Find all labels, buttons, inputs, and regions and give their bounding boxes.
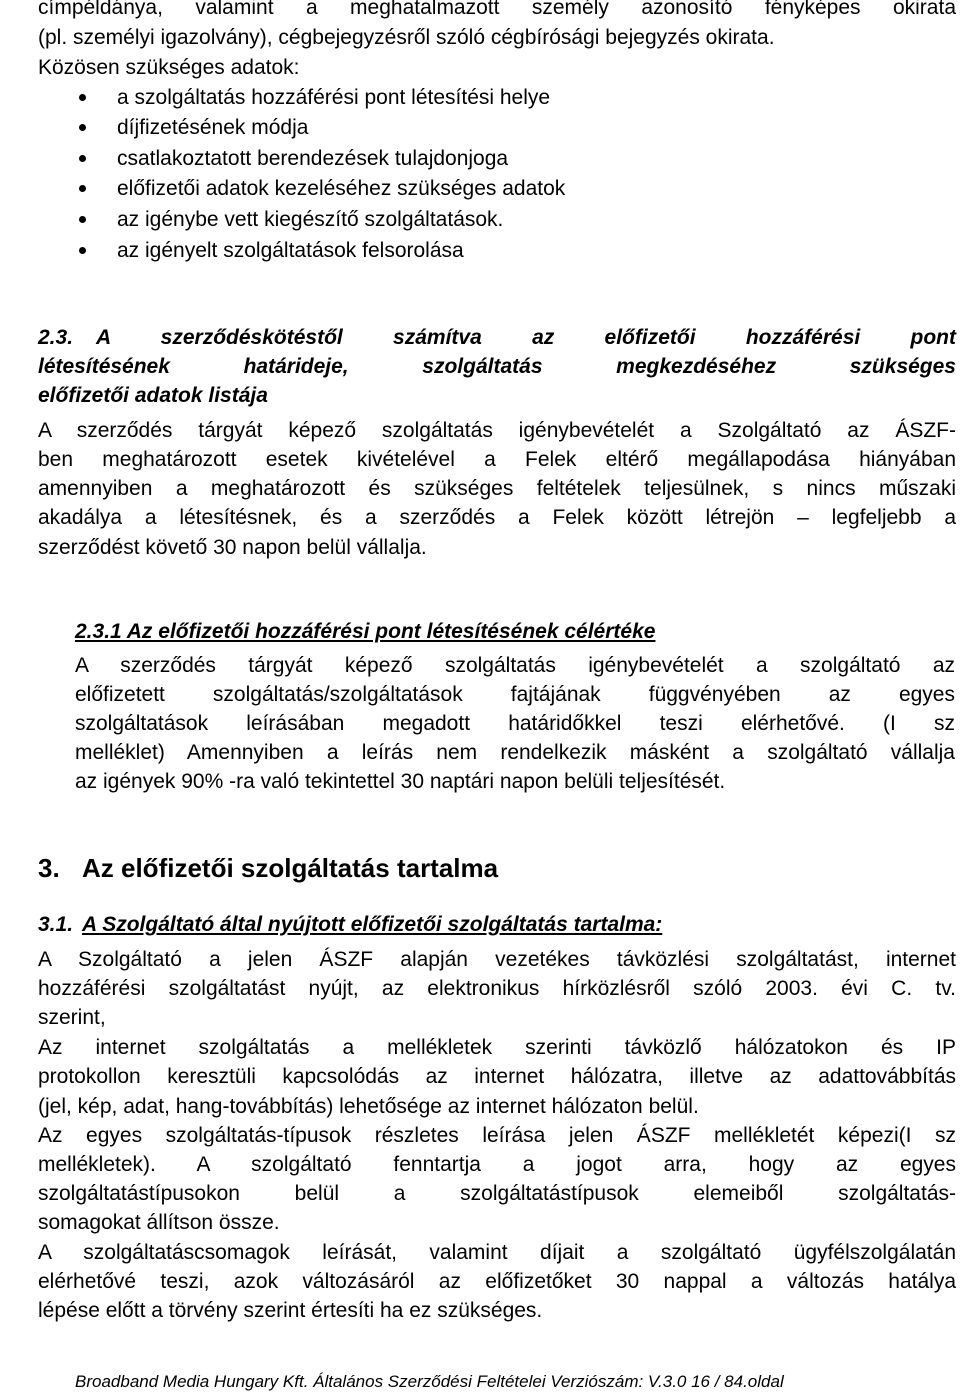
list-item-text: az igényelt szolgáltatások felsorolása bbox=[117, 239, 464, 262]
paragraph-line: mellékletek). A szolgáltató fenntartja a jogot arra, hogy az egyes bbox=[38, 1153, 956, 1176]
paragraph-line: elérhetővé teszi, azok változásáról az előfizetőket 30 nappal a változás hatálya bbox=[38, 1270, 956, 1293]
paragraph-line: lépése előtt a törvény szerint értesíti ha ez szükséges. bbox=[38, 1299, 543, 1322]
list-item-text: a szolgáltatás hozzáférési pont létesítési helye bbox=[117, 86, 551, 109]
paragraph-line: A Szolgáltató a jelen ÁSZF alapján vezetékes távközlési szolgáltatást, internet bbox=[38, 948, 956, 971]
paragraph-line: somagokat állítson össze. bbox=[38, 1211, 280, 1234]
chapter-title: Az előfizetői szolgáltatás tartalma bbox=[82, 853, 499, 883]
paragraph-line: szerződést követő 30 napon belül vállalja. bbox=[38, 536, 427, 559]
paragraph-line: amennyiben a meghatározott és szükséges feltételek teljesülnek, s nincs műszaki bbox=[38, 477, 956, 500]
paragraph-line: szolgáltatások leírásában megadott határidőkkel teszi elérhetővé. (I sz bbox=[75, 712, 955, 735]
section-heading-2-3-1: 2.3.1 Az előfizetői hozzáférési pont létesítésének célértéke bbox=[75, 620, 656, 643]
list-item-text: csatlakoztatott berendezések tulajdonjoga bbox=[117, 147, 509, 170]
paragraph-line: melléklet) Amennyiben a leírás nem rendelkezik másként a szolgáltató vállalja bbox=[75, 741, 955, 764]
bullet-icon bbox=[79, 185, 86, 192]
section-heading-2-3-line-3: előfizetői adatok listája bbox=[38, 384, 268, 407]
paragraph-line: szolgáltatástípusokon belül a szolgáltatástípusok elemeiből szolgáltatás- bbox=[38, 1182, 956, 1205]
section-heading-2-3-line-2: létesítésének határideje, szolgáltatás megkezdéséhez szükséges bbox=[38, 355, 956, 378]
chapter-number: 3. bbox=[38, 853, 60, 883]
paragraph-line: Az egyes szolgáltatás-típusok részletes leírása jelen ÁSZF mellékletét képezi(I sz bbox=[38, 1124, 956, 1147]
list-item-text: az igénybe vett kiegészítő szolgáltatások. bbox=[117, 208, 504, 231]
section-heading-2-3 bbox=[38, 323, 956, 353]
section-heading-text: A szerződéskötéstől számítva az előfizetői hozzáférési pont bbox=[96, 326, 956, 349]
intro-line-1: címpéldánya, valamint a meghatalmazott személy azonosító fényképes okirata bbox=[38, 0, 956, 19]
bullet-icon bbox=[79, 216, 86, 223]
bullet-icon bbox=[79, 124, 86, 131]
paragraph-line: hozzáférési szolgáltatást nyújt, az elektronikus hírközlésről szóló 2003. évi C. tv. bbox=[38, 977, 956, 1000]
paragraph-line: A szerződés tárgyát képező szolgáltatás igénybevételét a szolgáltató az bbox=[75, 654, 955, 677]
paragraph-line: A szerződés tárgyát képező szolgáltatás igénybevételét a Szolgáltató az ÁSZF- bbox=[38, 419, 956, 442]
bullet-icon bbox=[79, 247, 86, 254]
paragraph-line: szerint, bbox=[38, 1006, 106, 1029]
section-heading-3-1 bbox=[38, 910, 956, 940]
section-number: 2.3. bbox=[38, 326, 74, 349]
intro-line-3: Közösen szükséges adatok: bbox=[38, 56, 300, 79]
paragraph-line: ben meghatározott esetek kivételével a Felek eltérő megállapodása hiányában bbox=[38, 448, 956, 471]
intro-line-2: (pl. személyi igazolvány), cégbejegyzésről szóló cégbírósági bejegyzés okirata. bbox=[38, 26, 775, 49]
page-footer: Broadband Media Hungary Kft. Általános Szerződési Feltételei Verziószám: V.3.0 16 / 84.oldal bbox=[75, 1372, 784, 1391]
paragraph-line: A szolgáltatáscsomagok leírását, valamint díjait a szolgáltató ügyfélszolgálatán bbox=[38, 1241, 956, 1264]
paragraph-line: protokollon keresztüli kapcsolódás az internet hálózatra, illetve az adattovábbítás bbox=[38, 1065, 956, 1088]
paragraph-line: Az internet szolgáltatás a mellékletek szerinti távközlő hálózatokon és IP bbox=[38, 1036, 956, 1059]
paragraph-line: az igények 90% -ra való tekintettel 30 naptári napon belüli teljesítését. bbox=[75, 770, 726, 793]
bullet-icon bbox=[79, 94, 86, 101]
list-item-text: díjfizetésének módja bbox=[117, 116, 309, 139]
list-item-text: előfizetői adatok kezeléséhez szükséges adatok bbox=[117, 177, 566, 200]
bullet-icon bbox=[79, 155, 86, 162]
chapter-heading-3 bbox=[38, 851, 498, 885]
section-number: 3.1. bbox=[38, 913, 74, 936]
paragraph-line: (jel, kép, adat, hang-továbbítás) lehetősége az internet hálózaton belül. bbox=[38, 1095, 699, 1118]
section-heading-text: A Szolgáltató által nyújtott előfizetői szolgáltatás tartalma: bbox=[82, 913, 663, 936]
paragraph-line: akadálya a létesítésnek, és a szerződés a Felek között létrejön – legfeljebb a bbox=[38, 506, 956, 529]
paragraph-line: előfizetett szolgáltatás/szolgáltatások fajtájának függvényében az egyes bbox=[75, 683, 955, 706]
